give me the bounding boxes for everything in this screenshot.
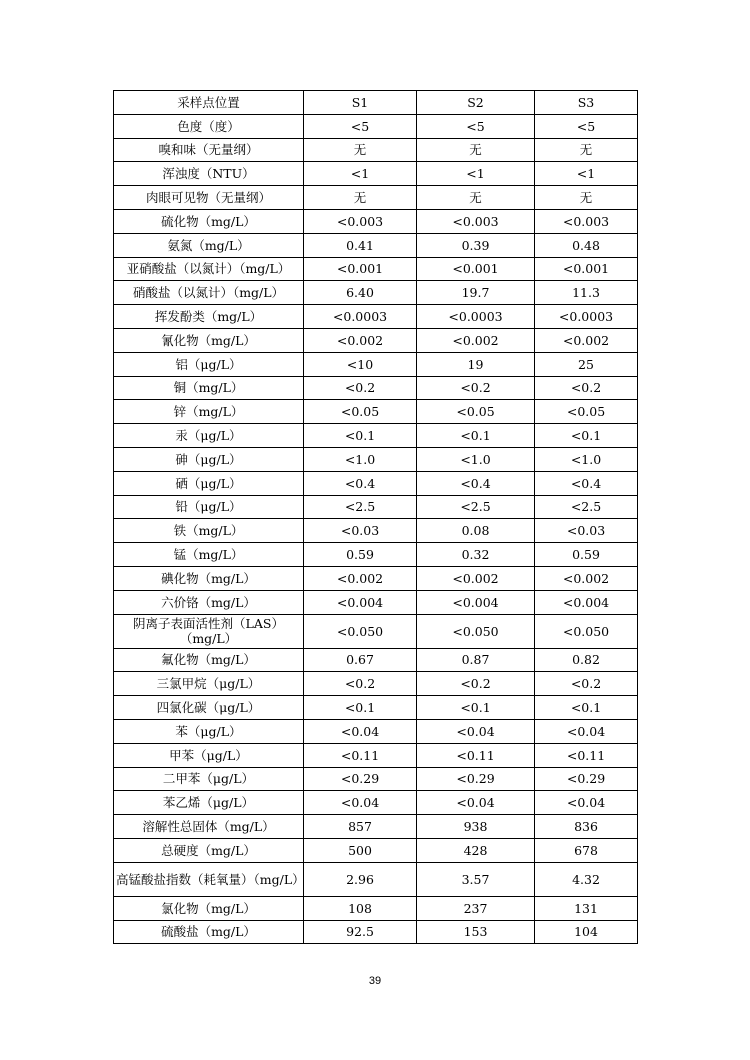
row-label-cell: 阴离子表面活性剂（LAS）（mg/L） xyxy=(114,614,304,648)
row-label-cell: 锰（mg/L） xyxy=(114,543,304,567)
row-label-cell: 亚硝酸盐（以氮计）（mg/L） xyxy=(114,257,304,281)
table-row xyxy=(114,672,638,696)
value-cell-s1: <0.002 xyxy=(304,328,417,352)
table-row xyxy=(114,352,638,376)
value-cell-s1: <0.1 xyxy=(304,696,417,720)
row-label-cell: 挥发酚类（mg/L） xyxy=(114,305,304,329)
row-label-cell: 氨氮（mg/L） xyxy=(114,233,304,257)
row-label-cell: 铜（mg/L） xyxy=(114,376,304,400)
table-body xyxy=(114,114,638,944)
row-label-cell: 溶解性总固体（mg/L） xyxy=(114,815,304,839)
row-label-cell: 四氯化碳（μg/L） xyxy=(114,696,304,720)
row-label-cell: 碘化物（mg/L） xyxy=(114,566,304,590)
table-row xyxy=(114,447,638,471)
value-cell-s2: 19 xyxy=(417,352,535,376)
row-label-cell: 砷（μg/L） xyxy=(114,447,304,471)
value-cell-s2: <0.004 xyxy=(417,590,535,614)
value-cell-s3: <0.003 xyxy=(535,209,638,233)
row-label-cell: 苯乙烯（μg/L） xyxy=(114,791,304,815)
value-cell-s2: <0.002 xyxy=(417,328,535,352)
value-cell-s3: 无 xyxy=(535,138,638,162)
table-row xyxy=(114,495,638,519)
value-cell-s3: <0.2 xyxy=(535,376,638,400)
table-row xyxy=(114,471,638,495)
value-cell-s3: 无 xyxy=(535,186,638,210)
value-cell-s1: <0.1 xyxy=(304,424,417,448)
value-cell-s1: <0.04 xyxy=(304,791,417,815)
value-cell-s2: <0.29 xyxy=(417,767,535,791)
value-cell-s2: 0.32 xyxy=(417,543,535,567)
row-label-cell: 浑浊度（NTU） xyxy=(114,162,304,186)
row-label-cell: 总硬度（mg/L） xyxy=(114,838,304,862)
table-row xyxy=(114,376,638,400)
value-cell-s1: 108 xyxy=(304,896,417,920)
value-cell-s3: <0.4 xyxy=(535,471,638,495)
table-row xyxy=(114,424,638,448)
value-cell-s3: <0.1 xyxy=(535,696,638,720)
value-cell-s1: <0.0003 xyxy=(304,305,417,329)
value-cell-s1: <5 xyxy=(304,114,417,138)
value-cell-s1: <0.11 xyxy=(304,743,417,767)
table-header xyxy=(114,91,638,115)
value-cell-s3: <0.04 xyxy=(535,719,638,743)
table-row xyxy=(114,543,638,567)
value-cell-s1: <0.2 xyxy=(304,376,417,400)
table-row xyxy=(114,305,638,329)
row-label-cell: 氰化物（mg/L） xyxy=(114,328,304,352)
header-cell-s1: S1 xyxy=(304,91,417,115)
row-label-cell: 硝酸盐（以氮计）（mg/L） xyxy=(114,281,304,305)
value-cell-s1: 0.59 xyxy=(304,543,417,567)
value-cell-s3: 678 xyxy=(535,838,638,862)
page-number: 39 xyxy=(368,975,382,987)
table-row xyxy=(114,719,638,743)
row-label-cell: 嗅和味（无量纲） xyxy=(114,138,304,162)
table-row xyxy=(114,519,638,543)
value-cell-s2: <0.1 xyxy=(417,424,535,448)
value-cell-s3: <0.0003 xyxy=(535,305,638,329)
value-cell-s2: <0.1 xyxy=(417,696,535,720)
row-label-cell: 二甲苯（μg/L） xyxy=(114,767,304,791)
header-cell-s2: S2 xyxy=(417,91,535,115)
value-cell-s3: <0.002 xyxy=(535,328,638,352)
value-cell-s2: <0.04 xyxy=(417,719,535,743)
value-cell-s1: <0.004 xyxy=(304,590,417,614)
value-cell-s1: <10 xyxy=(304,352,417,376)
row-label-cell: 六价铬（mg/L） xyxy=(114,590,304,614)
table-row xyxy=(114,186,638,210)
value-cell-s2: <0.003 xyxy=(417,209,535,233)
value-cell-s2: 无 xyxy=(417,186,535,210)
value-cell-s2: 19.7 xyxy=(417,281,535,305)
value-cell-s1: <0.001 xyxy=(304,257,417,281)
value-cell-s2: <0.2 xyxy=(417,672,535,696)
header-cell-s3: S3 xyxy=(535,91,638,115)
value-cell-s3: 836 xyxy=(535,815,638,839)
value-cell-s3: <0.004 xyxy=(535,590,638,614)
value-cell-s3: 104 xyxy=(535,920,638,944)
value-cell-s3: <0.11 xyxy=(535,743,638,767)
value-cell-s3: <0.2 xyxy=(535,672,638,696)
row-label-cell: 色度（度） xyxy=(114,114,304,138)
table-row xyxy=(114,257,638,281)
value-cell-s3: 4.32 xyxy=(535,862,638,896)
table-row xyxy=(114,743,638,767)
table-row xyxy=(114,162,638,186)
value-cell-s1: 500 xyxy=(304,838,417,862)
table-row xyxy=(114,566,638,590)
value-cell-s2: 428 xyxy=(417,838,535,862)
table-row xyxy=(114,920,638,944)
row-label-cell: 硒（μg/L） xyxy=(114,471,304,495)
table-row xyxy=(114,696,638,720)
value-cell-s2: <0.4 xyxy=(417,471,535,495)
row-label-cell: 铅（μg/L） xyxy=(114,495,304,519)
value-cell-s3: <0.04 xyxy=(535,791,638,815)
value-cell-s1: <0.04 xyxy=(304,719,417,743)
row-label-cell: 高锰酸盐指数（耗氧量）（mg/L） xyxy=(114,862,304,896)
value-cell-s2: 153 xyxy=(417,920,535,944)
row-label-cell: 锌（mg/L） xyxy=(114,400,304,424)
value-cell-s2: <0.11 xyxy=(417,743,535,767)
value-cell-s3: <0.05 xyxy=(535,400,638,424)
value-cell-s3: 0.59 xyxy=(535,543,638,567)
row-label-cell: 硫酸盐（mg/L） xyxy=(114,920,304,944)
value-cell-s1: 0.67 xyxy=(304,648,417,672)
value-cell-s3: 131 xyxy=(535,896,638,920)
value-cell-s1: 857 xyxy=(304,815,417,839)
value-cell-s2: 3.57 xyxy=(417,862,535,896)
value-cell-s1: 92.5 xyxy=(304,920,417,944)
value-cell-s3: <0.1 xyxy=(535,424,638,448)
value-cell-s2: <0.002 xyxy=(417,566,535,590)
value-cell-s3: <0.050 xyxy=(535,614,638,648)
value-cell-s2: <0.050 xyxy=(417,614,535,648)
value-cell-s1: 无 xyxy=(304,186,417,210)
table-row xyxy=(114,896,638,920)
value-cell-s1: <0.4 xyxy=(304,471,417,495)
value-cell-s2: <1.0 xyxy=(417,447,535,471)
row-label-cell: 甲苯（μg/L） xyxy=(114,743,304,767)
header-cell-location: 采样点位置 xyxy=(114,91,304,115)
table-row xyxy=(114,233,638,257)
table-row xyxy=(114,862,638,896)
value-cell-s3: 0.82 xyxy=(535,648,638,672)
value-cell-s3: 11.3 xyxy=(535,281,638,305)
value-cell-s2: <0.001 xyxy=(417,257,535,281)
value-cell-s3: <5 xyxy=(535,114,638,138)
value-cell-s3: <2.5 xyxy=(535,495,638,519)
value-cell-s1: <0.03 xyxy=(304,519,417,543)
row-label-cell: 铝（μg/L） xyxy=(114,352,304,376)
table-row xyxy=(114,209,638,233)
value-cell-s2: 938 xyxy=(417,815,535,839)
value-cell-s2: 0.87 xyxy=(417,648,535,672)
value-cell-s2: <0.2 xyxy=(417,376,535,400)
row-label-cell: 铁（mg/L） xyxy=(114,519,304,543)
value-cell-s2: 0.08 xyxy=(417,519,535,543)
table-row xyxy=(114,281,638,305)
value-cell-s2: 无 xyxy=(417,138,535,162)
value-cell-s2: <1 xyxy=(417,162,535,186)
value-cell-s1: <0.29 xyxy=(304,767,417,791)
row-label-cell: 氯化物（mg/L） xyxy=(114,896,304,920)
value-cell-s3: <1.0 xyxy=(535,447,638,471)
value-cell-s2: 237 xyxy=(417,896,535,920)
value-cell-s1: 6.40 xyxy=(304,281,417,305)
row-label-cell: 汞（μg/L） xyxy=(114,424,304,448)
value-cell-s2: <5 xyxy=(417,114,535,138)
value-cell-s1: <0.05 xyxy=(304,400,417,424)
table-row xyxy=(114,815,638,839)
table-row xyxy=(114,400,638,424)
row-label-cell: 三氯甲烷（μg/L） xyxy=(114,672,304,696)
value-cell-s3: <0.03 xyxy=(535,519,638,543)
value-cell-s3: 25 xyxy=(535,352,638,376)
table-row xyxy=(114,648,638,672)
value-cell-s2: <0.05 xyxy=(417,400,535,424)
row-label-cell: 肉眼可见物（无量纲） xyxy=(114,186,304,210)
table-row xyxy=(114,767,638,791)
value-cell-s3: <1 xyxy=(535,162,638,186)
value-cell-s1: <0.003 xyxy=(304,209,417,233)
value-cell-s2: <2.5 xyxy=(417,495,535,519)
value-cell-s2: <0.04 xyxy=(417,791,535,815)
water-quality-table xyxy=(113,90,638,944)
table-row xyxy=(114,138,638,162)
header-row xyxy=(114,91,638,115)
value-cell-s1: <1 xyxy=(304,162,417,186)
row-label-cell: 氟化物（mg/L） xyxy=(114,648,304,672)
table-row xyxy=(114,791,638,815)
value-cell-s3: 0.48 xyxy=(535,233,638,257)
value-cell-s3: <0.29 xyxy=(535,767,638,791)
table-row xyxy=(114,614,638,648)
value-cell-s1: <0.2 xyxy=(304,672,417,696)
value-cell-s1: <0.002 xyxy=(304,566,417,590)
value-cell-s1: 2.96 xyxy=(304,862,417,896)
value-cell-s1: <2.5 xyxy=(304,495,417,519)
value-cell-s2: 0.39 xyxy=(417,233,535,257)
value-cell-s3: <0.002 xyxy=(535,566,638,590)
value-cell-s1: 无 xyxy=(304,138,417,162)
table-row xyxy=(114,838,638,862)
value-cell-s1: <0.050 xyxy=(304,614,417,648)
value-cell-s3: <0.001 xyxy=(535,257,638,281)
value-cell-s1: <1.0 xyxy=(304,447,417,471)
row-label-cell: 苯（μg/L） xyxy=(114,719,304,743)
table-row xyxy=(114,114,638,138)
value-cell-s2: <0.0003 xyxy=(417,305,535,329)
row-label-cell: 硫化物（mg/L） xyxy=(114,209,304,233)
table-row xyxy=(114,590,638,614)
value-cell-s1: 0.41 xyxy=(304,233,417,257)
table-row xyxy=(114,328,638,352)
